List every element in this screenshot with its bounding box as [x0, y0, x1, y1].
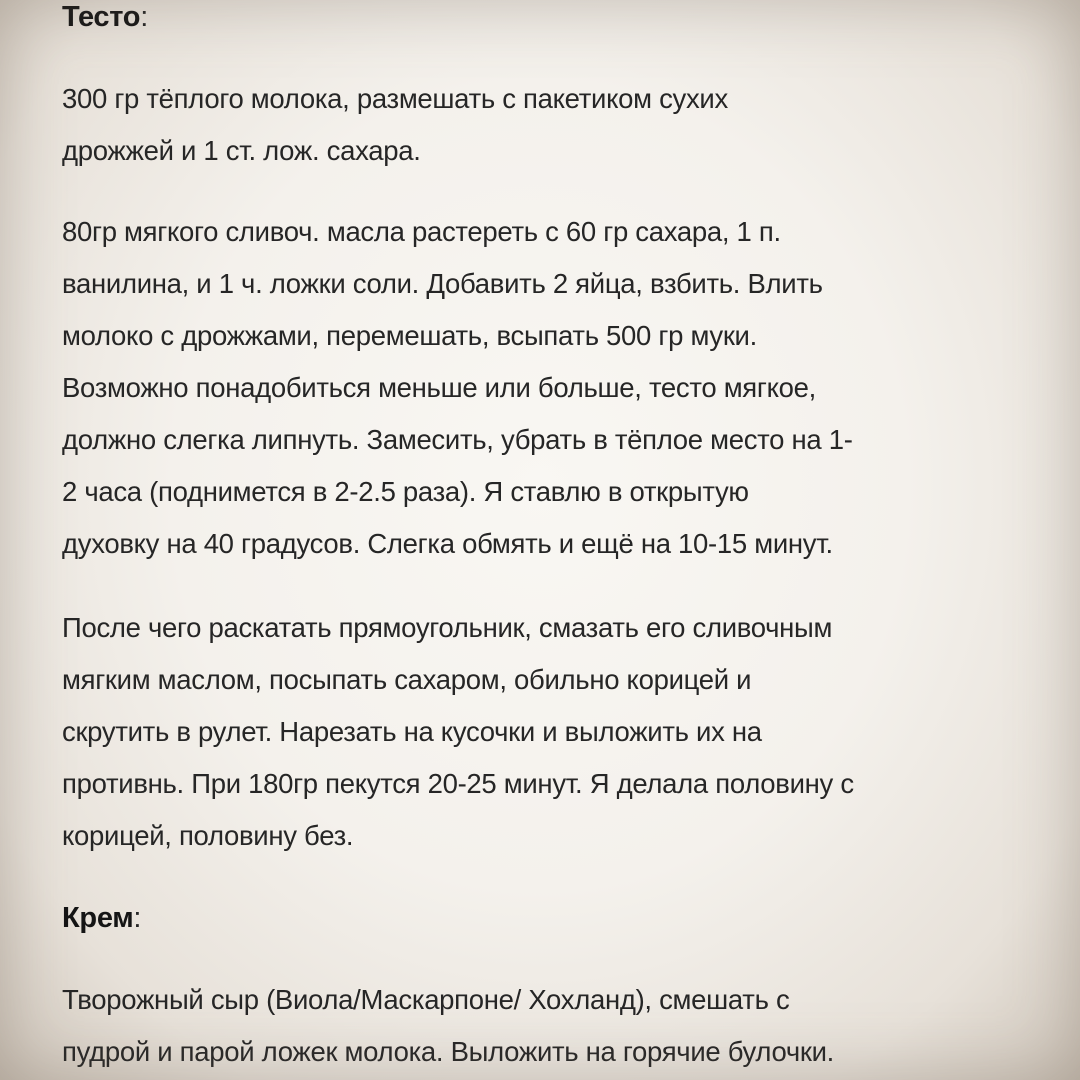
- text-line: должно слегка липнуть. Замесить, убрать в тёплое место на 1-: [62, 424, 853, 455]
- cream-heading-colon: :: [133, 902, 142, 934]
- dough-paragraph-3: [62, 602, 854, 862]
- dough-paragraph-2: [62, 206, 853, 570]
- text-line: 2 часа (поднимется в 2-2.5 раза). Я ставлю в открытую: [62, 476, 749, 507]
- text-line: дрожжей и 1 ст. лож. сахара.: [62, 135, 421, 166]
- text-line: скрутить в рулет. Нарезать на кусочки и выложить их на: [62, 716, 762, 747]
- text-line: Возможно понадобиться меньше или больше, тесто мягкое,: [62, 372, 816, 403]
- cream-paragraph-1: [62, 974, 834, 1078]
- text-line: пудрой и парой ложек молока. Выложить на горячие булочки.: [62, 1036, 835, 1067]
- text-line: противнь. При 180гр пекутся 20-25 минут. Я делала половину с: [62, 768, 854, 799]
- text-line: Творожный сыр (Виола/Маскарпоне/ Хохланд), смешать с: [62, 984, 790, 1015]
- text-line: 300 гр тёплого молока, размешать с пакетиком сухих: [62, 83, 728, 114]
- dough-heading-colon: :: [140, 1, 148, 33]
- text-line: ванилина, и 1 ч. ложки соли. Добавить 2 яйца, взбить. Влить: [62, 268, 823, 299]
- text-line: После чего раскатать прямоугольник, смазать его сливочным: [62, 612, 833, 643]
- text-line: мягким маслом, посыпать сахаром, обильно корицей и: [62, 664, 752, 695]
- dough-heading: [62, 0, 148, 35]
- text-line: корицей, половину без.: [62, 820, 354, 851]
- dough-heading-label: Тесто: [62, 1, 141, 33]
- text-line: 80гр мягкого сливоч. масла растереть с 60 гр сахара, 1 п.: [62, 216, 781, 247]
- text-line: духовку на 40 градусов. Слегка обмять и ещё на 10-15 минут.: [62, 528, 833, 559]
- cream-heading: [62, 900, 141, 936]
- text-line: молоко с дрожжами, перемешать, всыпать 500 гр муки.: [62, 320, 757, 351]
- dough-paragraph-1: [62, 73, 728, 177]
- cream-heading-label: Крем: [62, 902, 134, 934]
